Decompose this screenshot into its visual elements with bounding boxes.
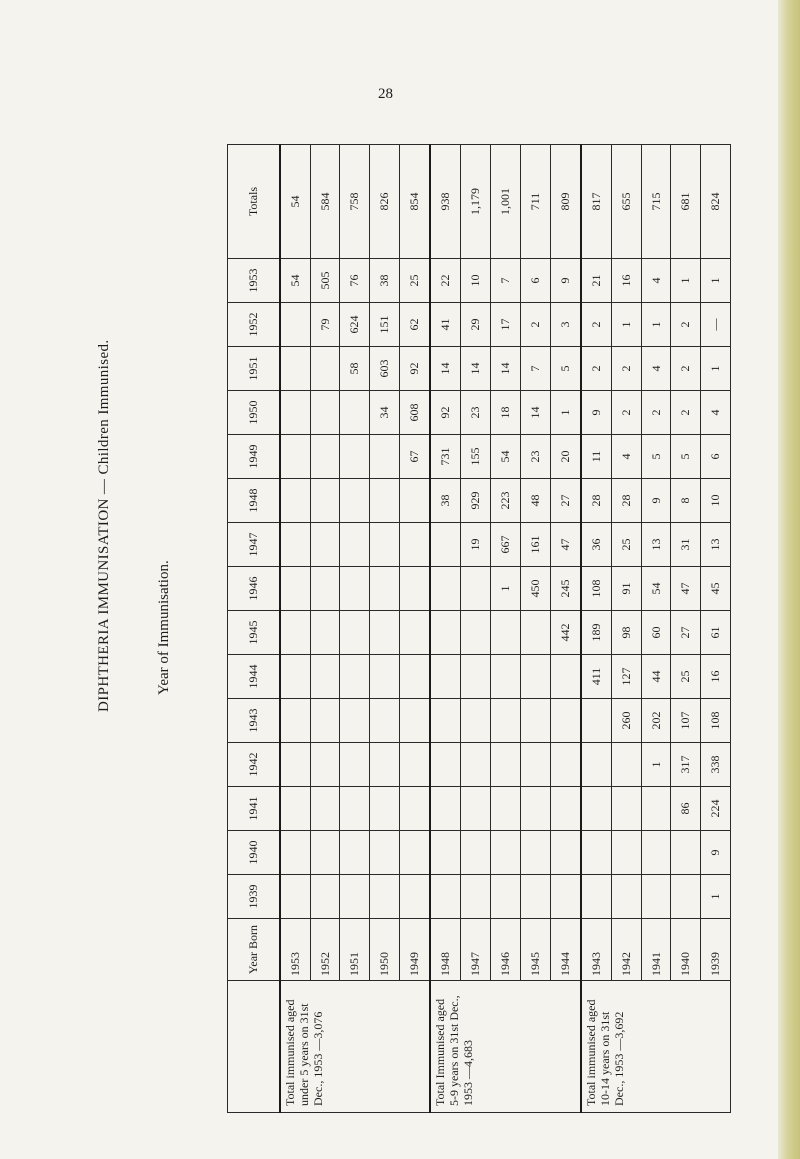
count-cell [280, 875, 311, 919]
count-cell [491, 611, 521, 655]
year-born-cell: 1951 [340, 919, 370, 981]
count-cell: 92 [399, 347, 430, 391]
count-cell [340, 743, 370, 787]
count-cell [370, 611, 400, 655]
count-cell [641, 875, 671, 919]
count-cell [399, 567, 430, 611]
count-cell: 14 [520, 391, 550, 435]
year-born-cell: 1945 [520, 919, 550, 981]
count-cell [550, 875, 581, 919]
count-cell [520, 699, 550, 743]
count-cell [491, 831, 521, 875]
count-cell [399, 655, 430, 699]
count-cell: 21 [581, 259, 612, 303]
total-cell: 817 [581, 145, 612, 259]
count-cell [641, 831, 671, 875]
count-cell: 13 [701, 523, 731, 567]
count-cell: 86 [671, 787, 701, 831]
table-row [370, 145, 400, 1113]
count-cell [550, 699, 581, 743]
count-cell: 442 [550, 611, 581, 655]
count-cell [280, 435, 311, 479]
count-cell [399, 699, 430, 743]
header-year-born: Year Born [228, 919, 280, 981]
count-cell: 48 [520, 479, 550, 523]
count-cell [581, 743, 612, 787]
header-year-1941: 1941 [228, 787, 280, 831]
count-cell: 58 [340, 347, 370, 391]
total-cell: 1,179 [461, 145, 491, 259]
count-cell: 91 [612, 567, 642, 611]
table-row [671, 145, 701, 1113]
count-cell: 603 [370, 347, 400, 391]
count-cell: 79 [310, 303, 340, 347]
count-cell [280, 523, 311, 567]
count-cell [280, 787, 311, 831]
header-year-1951: 1951 [228, 347, 280, 391]
count-cell [370, 787, 400, 831]
count-cell: 16 [612, 259, 642, 303]
age-group-label: Total Immunised aged 5-9 years on 31st Dec., 1953 —4,683 [430, 981, 581, 1113]
count-cell: 25 [612, 523, 642, 567]
count-cell: 7 [491, 259, 521, 303]
count-cell: 1 [491, 567, 521, 611]
count-cell [612, 831, 642, 875]
count-cell: 245 [550, 567, 581, 611]
count-cell: 4 [612, 435, 642, 479]
count-cell: 108 [701, 699, 731, 743]
count-cell [399, 479, 430, 523]
count-cell [581, 699, 612, 743]
count-cell: 2 [612, 391, 642, 435]
total-cell: 826 [370, 145, 400, 259]
count-cell: 1 [612, 303, 642, 347]
count-cell [280, 611, 311, 655]
count-cell [370, 743, 400, 787]
table-row [550, 145, 581, 1113]
count-cell [280, 303, 311, 347]
count-cell: 22 [430, 259, 461, 303]
count-cell [520, 787, 550, 831]
count-cell [550, 743, 581, 787]
count-cell [550, 787, 581, 831]
count-cell: 38 [370, 259, 400, 303]
count-cell: 1 [641, 303, 671, 347]
count-cell: 9 [701, 831, 731, 875]
total-cell: 809 [550, 145, 581, 259]
count-cell [581, 875, 612, 919]
header-year-1940: 1940 [228, 831, 280, 875]
count-cell [280, 567, 311, 611]
year-born-cell: 1949 [399, 919, 430, 981]
table-row [430, 145, 461, 1113]
count-cell [399, 523, 430, 567]
count-cell: 98 [612, 611, 642, 655]
count-cell: 23 [520, 435, 550, 479]
count-cell: 67 [399, 435, 430, 479]
header-blank-cell [228, 981, 280, 1113]
year-born-cell: 1941 [641, 919, 671, 981]
count-cell: 411 [581, 655, 612, 699]
count-cell: 25 [399, 259, 430, 303]
count-cell: 2 [641, 391, 671, 435]
count-cell: 731 [430, 435, 461, 479]
count-cell: — [701, 303, 731, 347]
count-cell: 2 [520, 303, 550, 347]
count-cell [280, 347, 311, 391]
table-subtitle: Year of Immunisation. [156, 560, 172, 695]
count-cell: 155 [461, 435, 491, 479]
header-year-1948: 1948 [228, 479, 280, 523]
total-cell: 715 [641, 145, 671, 259]
count-cell [430, 699, 461, 743]
count-cell [310, 347, 340, 391]
count-cell [310, 875, 340, 919]
count-cell: 13 [641, 523, 671, 567]
count-cell: 338 [701, 743, 731, 787]
count-cell: 10 [701, 479, 731, 523]
count-cell [310, 391, 340, 435]
count-cell [310, 523, 340, 567]
count-cell: 20 [550, 435, 581, 479]
count-cell: 28 [581, 479, 612, 523]
count-cell [461, 787, 491, 831]
count-cell [280, 743, 311, 787]
count-cell: 161 [520, 523, 550, 567]
table-row [491, 145, 521, 1113]
count-cell [430, 787, 461, 831]
year-born-cell: 1952 [310, 919, 340, 981]
count-cell: 4 [641, 347, 671, 391]
count-cell [461, 655, 491, 699]
count-cell: 28 [612, 479, 642, 523]
count-cell: 189 [581, 611, 612, 655]
count-cell: 14 [491, 347, 521, 391]
count-cell: 1 [671, 259, 701, 303]
count-cell: 1 [641, 743, 671, 787]
count-cell: 31 [671, 523, 701, 567]
count-cell: 151 [370, 303, 400, 347]
page-number: 28 [378, 86, 393, 102]
table-row [399, 145, 430, 1113]
count-cell [340, 611, 370, 655]
count-cell: 260 [612, 699, 642, 743]
count-cell: 54 [280, 259, 311, 303]
count-cell: 5 [550, 347, 581, 391]
count-cell [461, 831, 491, 875]
count-cell: 54 [491, 435, 521, 479]
count-cell [340, 567, 370, 611]
count-cell: 450 [520, 567, 550, 611]
total-cell: 1,001 [491, 145, 521, 259]
count-cell: 9 [581, 391, 612, 435]
count-cell: 2 [581, 303, 612, 347]
count-cell: 608 [399, 391, 430, 435]
count-cell [430, 743, 461, 787]
count-cell [370, 479, 400, 523]
header-year-1939: 1939 [228, 875, 280, 919]
header-year-1942: 1942 [228, 743, 280, 787]
count-cell [370, 435, 400, 479]
count-cell: 107 [671, 699, 701, 743]
table-row [461, 145, 491, 1113]
count-cell [340, 831, 370, 875]
total-cell: 681 [671, 145, 701, 259]
count-cell: 2 [671, 303, 701, 347]
count-cell [399, 611, 430, 655]
count-cell: 45 [701, 567, 731, 611]
count-cell [280, 699, 311, 743]
count-cell [310, 479, 340, 523]
total-cell: 824 [701, 145, 731, 259]
count-cell [612, 875, 642, 919]
count-cell: 1 [550, 391, 581, 435]
count-cell [520, 655, 550, 699]
count-cell [491, 875, 521, 919]
count-cell [671, 875, 701, 919]
count-cell: 2 [671, 391, 701, 435]
year-born-cell: 1944 [550, 919, 581, 981]
count-cell [520, 831, 550, 875]
count-cell [310, 611, 340, 655]
table-row [612, 145, 642, 1113]
total-cell: 655 [612, 145, 642, 259]
age-group-label: Total immunised aged under 5 years on 31st Dec., 1953 —3,076 [280, 981, 431, 1113]
year-born-cell: 1948 [430, 919, 461, 981]
year-born-cell: 1943 [581, 919, 612, 981]
count-cell [340, 435, 370, 479]
count-cell [520, 611, 550, 655]
count-cell: 224 [701, 787, 731, 831]
table-row [340, 145, 370, 1113]
count-cell: 29 [461, 303, 491, 347]
count-cell [612, 787, 642, 831]
header-year-1944: 1944 [228, 655, 280, 699]
count-cell [370, 523, 400, 567]
header-year-1949: 1949 [228, 435, 280, 479]
table-title: DIPHTHERIA IMMUNISATION — Children Immunised. [96, 339, 112, 712]
count-cell [612, 743, 642, 787]
count-cell [280, 391, 311, 435]
count-cell [430, 831, 461, 875]
count-cell [370, 655, 400, 699]
count-cell [430, 875, 461, 919]
count-cell [310, 567, 340, 611]
total-cell: 711 [520, 145, 550, 259]
total-cell: 54 [280, 145, 311, 259]
count-cell: 19 [461, 523, 491, 567]
count-cell: 3 [550, 303, 581, 347]
count-cell: 34 [370, 391, 400, 435]
year-born-cell: 1953 [280, 919, 311, 981]
total-cell: 758 [340, 145, 370, 259]
header-totals: Totals [228, 145, 280, 259]
year-born-cell: 1950 [370, 919, 400, 981]
count-cell: 317 [671, 743, 701, 787]
header-year-1947: 1947 [228, 523, 280, 567]
count-cell [399, 831, 430, 875]
header-year-1950: 1950 [228, 391, 280, 435]
count-cell [340, 523, 370, 567]
header-row [228, 145, 280, 1113]
count-cell [340, 391, 370, 435]
count-cell [461, 743, 491, 787]
count-cell [491, 699, 521, 743]
count-cell: 36 [581, 523, 612, 567]
count-cell: 14 [430, 347, 461, 391]
count-cell: 1 [701, 259, 731, 303]
count-cell [310, 699, 340, 743]
total-cell: 854 [399, 145, 430, 259]
count-cell [641, 787, 671, 831]
count-cell [520, 743, 550, 787]
count-cell: 223 [491, 479, 521, 523]
count-cell [370, 831, 400, 875]
count-cell [581, 787, 612, 831]
year-born-cell: 1939 [701, 919, 731, 981]
count-cell [310, 787, 340, 831]
count-cell [550, 831, 581, 875]
total-cell: 584 [310, 145, 340, 259]
count-cell: 92 [430, 391, 461, 435]
count-cell: 127 [612, 655, 642, 699]
count-cell: 10 [461, 259, 491, 303]
rotated-table-container [227, 145, 731, 1113]
count-cell: 16 [701, 655, 731, 699]
count-cell: 61 [701, 611, 731, 655]
count-cell: 202 [641, 699, 671, 743]
count-cell [310, 831, 340, 875]
count-cell [340, 655, 370, 699]
count-cell: 1 [701, 347, 731, 391]
count-cell: 9 [550, 259, 581, 303]
count-cell [340, 787, 370, 831]
count-cell [340, 479, 370, 523]
count-cell [491, 787, 521, 831]
count-cell [370, 567, 400, 611]
count-cell [399, 787, 430, 831]
count-cell: 23 [461, 391, 491, 435]
count-cell [280, 831, 311, 875]
count-cell: 41 [430, 303, 461, 347]
table-row [280, 145, 311, 1113]
count-cell [461, 699, 491, 743]
count-cell [399, 743, 430, 787]
count-cell: 2 [612, 347, 642, 391]
count-cell: 108 [581, 567, 612, 611]
count-cell [430, 655, 461, 699]
count-cell [491, 743, 521, 787]
count-cell: 11 [581, 435, 612, 479]
count-cell: 44 [641, 655, 671, 699]
count-cell [430, 523, 461, 567]
header-year-1946: 1946 [228, 567, 280, 611]
table-row [581, 145, 612, 1113]
count-cell: 7 [520, 347, 550, 391]
count-cell: 505 [310, 259, 340, 303]
count-cell: 27 [550, 479, 581, 523]
age-group-label: Total immunised aged 10-14 years on 31st Dec., 1953 —3,692 [581, 981, 731, 1113]
count-cell: 2 [671, 347, 701, 391]
count-cell: 47 [671, 567, 701, 611]
immunisation-table [227, 144, 731, 1113]
total-cell: 938 [430, 145, 461, 259]
header-year-1945: 1945 [228, 611, 280, 655]
page-edge-shading [778, 0, 800, 1159]
count-cell: 4 [701, 391, 731, 435]
count-cell: 17 [491, 303, 521, 347]
count-cell [399, 875, 430, 919]
count-cell: 62 [399, 303, 430, 347]
year-born-cell: 1942 [612, 919, 642, 981]
count-cell: 5 [641, 435, 671, 479]
count-cell [430, 567, 461, 611]
count-cell [370, 699, 400, 743]
header-year-1953: 1953 [228, 259, 280, 303]
count-cell: 18 [491, 391, 521, 435]
count-cell [310, 655, 340, 699]
count-cell: 38 [430, 479, 461, 523]
table-row [310, 145, 340, 1113]
year-born-cell: 1940 [671, 919, 701, 981]
count-cell [280, 479, 311, 523]
count-cell [340, 875, 370, 919]
year-born-cell: 1947 [461, 919, 491, 981]
count-cell [520, 875, 550, 919]
count-cell: 60 [641, 611, 671, 655]
count-cell: 929 [461, 479, 491, 523]
table-row [641, 145, 671, 1113]
count-cell [581, 831, 612, 875]
header-year-1943: 1943 [228, 699, 280, 743]
count-cell [310, 743, 340, 787]
count-cell [461, 567, 491, 611]
year-born-cell: 1946 [491, 919, 521, 981]
count-cell: 1 [701, 875, 731, 919]
count-cell [550, 655, 581, 699]
count-cell: 25 [671, 655, 701, 699]
count-cell: 47 [550, 523, 581, 567]
count-cell: 54 [641, 567, 671, 611]
count-cell: 76 [340, 259, 370, 303]
count-cell [280, 655, 311, 699]
count-cell: 9 [641, 479, 671, 523]
count-cell [461, 875, 491, 919]
count-cell: 2 [581, 347, 612, 391]
header-year-1952: 1952 [228, 303, 280, 347]
count-cell [310, 435, 340, 479]
table-row [701, 145, 731, 1113]
count-cell [340, 699, 370, 743]
count-cell [370, 875, 400, 919]
count-cell [461, 611, 491, 655]
count-cell: 6 [520, 259, 550, 303]
table-row [520, 145, 550, 1113]
count-cell [430, 611, 461, 655]
count-cell: 4 [641, 259, 671, 303]
count-cell [671, 831, 701, 875]
count-cell: 667 [491, 523, 521, 567]
count-cell: 624 [340, 303, 370, 347]
count-cell [491, 655, 521, 699]
count-cell: 14 [461, 347, 491, 391]
count-cell: 8 [671, 479, 701, 523]
count-cell: 5 [671, 435, 701, 479]
count-cell: 27 [671, 611, 701, 655]
count-cell: 6 [701, 435, 731, 479]
